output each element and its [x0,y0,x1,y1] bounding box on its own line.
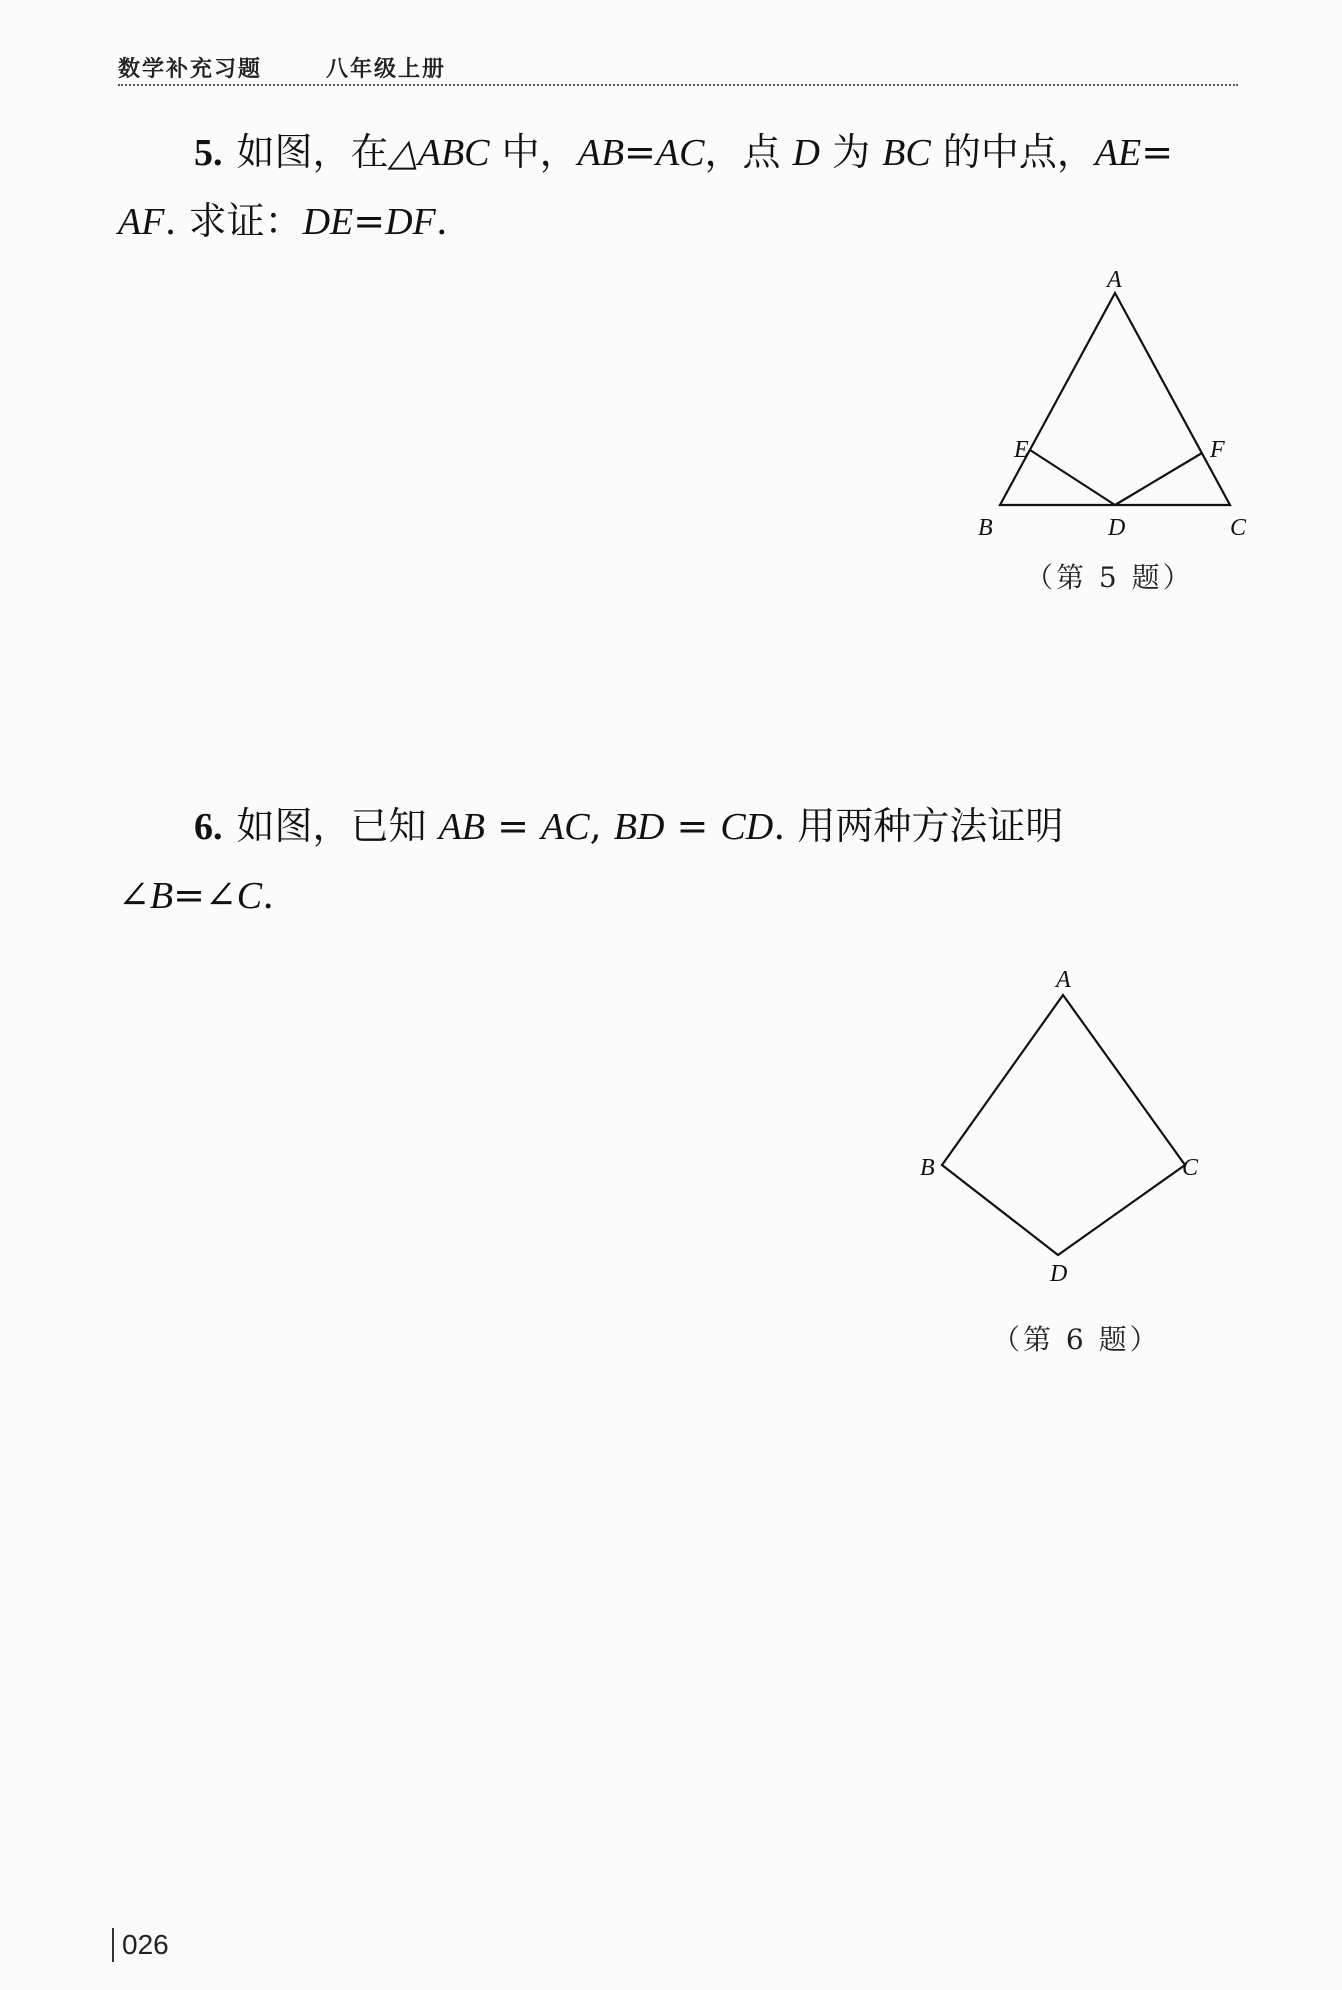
angle-symbol: ∠ [118,873,150,917]
math-run: BC [882,132,931,174]
kite-abdc [942,995,1185,1255]
label-d: D [1050,1261,1068,1285]
book-title: 数学补充习题 [118,57,263,82]
problem-5-text [118,118,1238,256]
triangle-diagram [970,255,1270,555]
text-run: = [485,804,542,848]
label-a: A [1107,267,1122,293]
text-run: . 用两种方法证明 [773,804,1064,848]
text-run: = [1141,130,1174,174]
problem-number: 6. [194,806,223,848]
text-run: 如图，已知 [236,804,439,848]
label-b: B [920,1155,935,1181]
label-c: C [1230,515,1247,541]
problem-6-text [118,792,1238,930]
text-run: . [435,199,448,243]
problem-number: 5. [194,132,223,174]
problem-6-line-2 [118,861,1238,930]
label-f: F [1210,437,1225,463]
text-run: . [262,873,275,917]
text-run: 的中点， [930,130,1095,174]
math-run: C [236,875,263,917]
math-run: AE [1094,132,1142,174]
math-run: AB [577,132,625,174]
math-run: D [792,132,820,174]
segment-fd [1115,453,1202,505]
text-run: =∠ [173,873,237,917]
math-run: △ABC [388,132,490,174]
math-run: AC [655,132,705,174]
grade-label: 八年级上册 [326,57,447,82]
figure-problem-6 [910,955,1230,1289]
text-run: , [589,804,614,848]
caption-problem-5: （第 5 题） [1025,561,1194,594]
page-number: 026 [112,1928,169,1962]
text-run: = [664,804,721,848]
label-d: D [1108,515,1126,541]
math-run: AF [118,201,165,243]
math-run: DF [385,201,436,243]
text-run: 如图，在 [236,130,389,174]
text-run: = [624,130,656,174]
math-run: AC [541,806,590,848]
math-run: AB [438,806,486,848]
math-run: DE [302,201,354,243]
label-a: A [1056,967,1071,993]
text-run: 中， [489,130,578,174]
problem-6-line-1 [118,792,1238,861]
page-header [118,50,1238,86]
label-b: B [978,515,993,541]
math-run: CD [720,806,774,848]
text-run: = [353,199,386,243]
text-run: 为 [820,130,883,174]
problem-5-line-2 [118,187,1238,256]
math-run: BD [613,806,665,848]
text-run: . 求证： [164,199,303,243]
label-c: C [1182,1155,1199,1181]
segment-ed [1030,450,1115,505]
triangle-abc [1000,293,1230,505]
kite-diagram [910,955,1230,1285]
figure-problem-5 [970,255,1270,559]
text-run: ，点 [704,130,793,174]
caption-problem-6: （第 6 题） [992,1323,1161,1356]
math-run: B [149,875,174,917]
label-e: E [1014,437,1029,463]
problem-5-line-1 [118,118,1238,187]
